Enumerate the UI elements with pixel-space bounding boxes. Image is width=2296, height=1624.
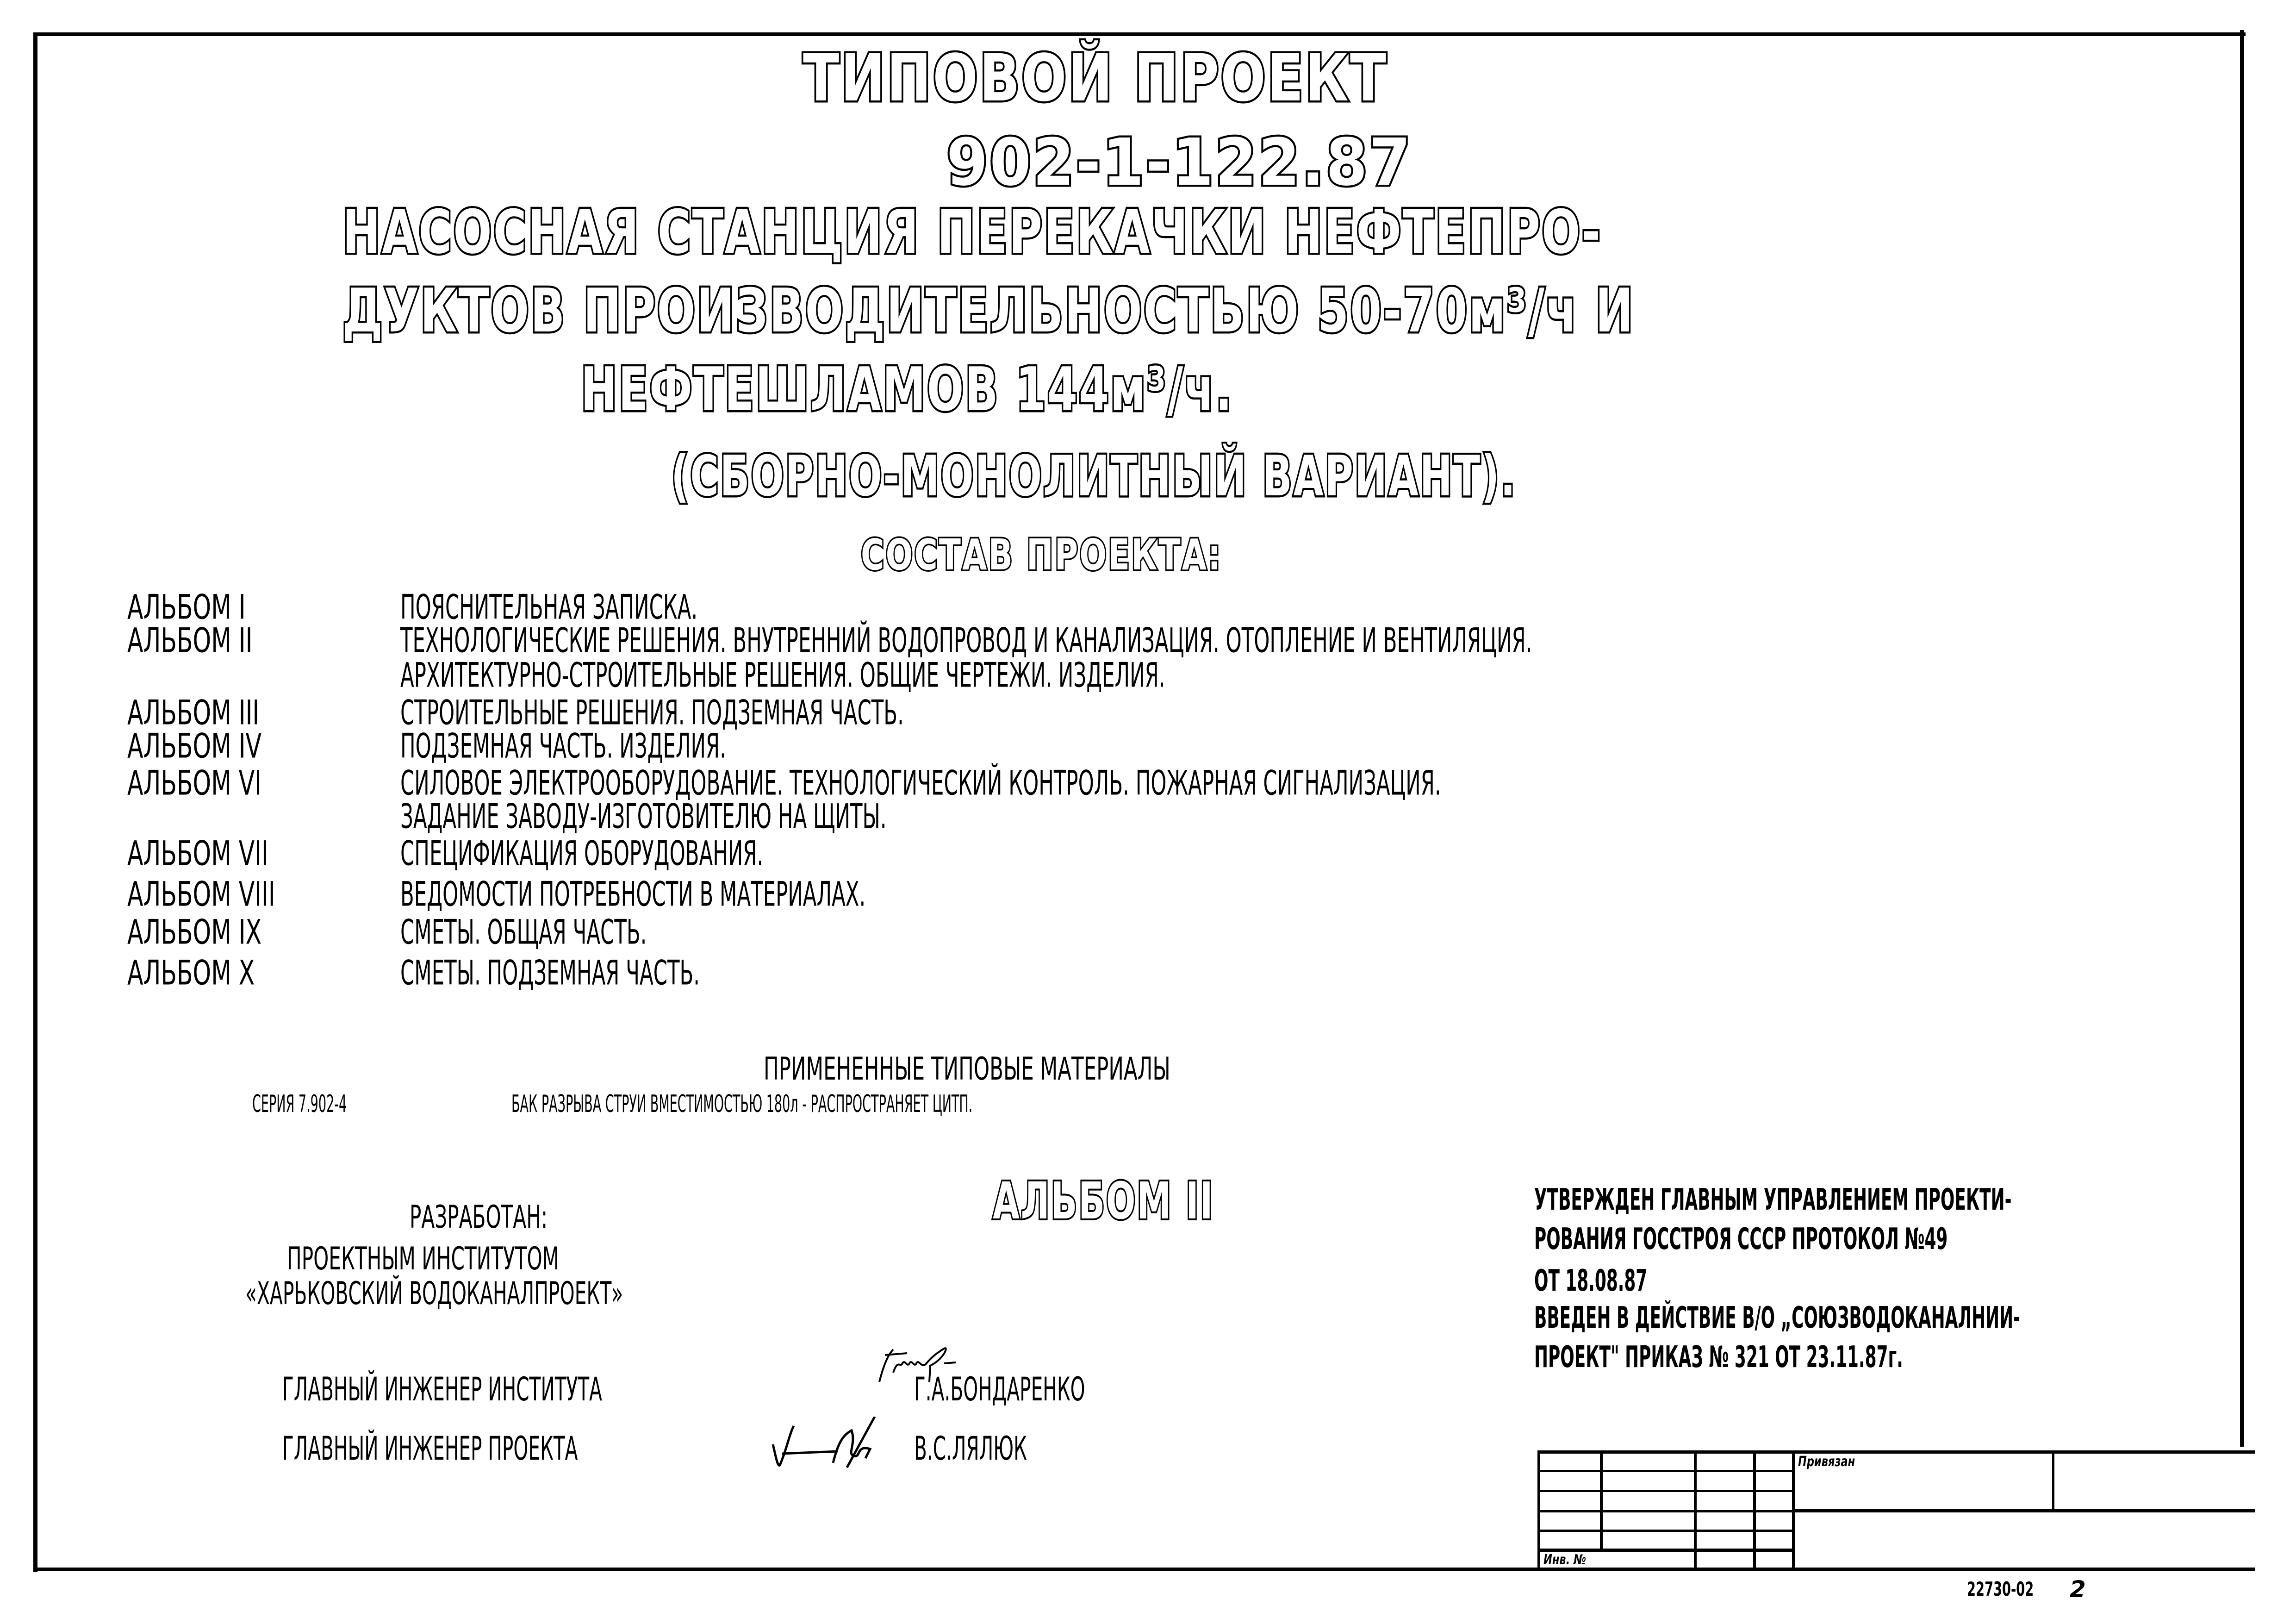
album-description: ВЕДОМОСТИ ПОТРЕБНОСТИ В МАТЕРИАЛАХ. (400, 874, 866, 914)
album-description: СПЕЦИФИКАЦИЯ ОБОРУДОВАНИЯ. (400, 833, 764, 874)
album-description: СМЕТЫ. ОБЩАЯ ЧАСТЬ. (400, 912, 647, 952)
stamp-row-line (1537, 1549, 1794, 1552)
album-label: АЛЬБОМ VIII (127, 874, 275, 914)
approval-line: ВВЕДЕН В ДЕЙСТВИЕ В/О „СОЮЗВОДОКАНАЛНИИ- (1534, 1301, 2020, 1335)
page-number: 2 (2070, 1576, 2086, 1603)
signature-icon (768, 1417, 907, 1472)
album-label: АЛЬБОМ III (127, 693, 260, 733)
album-description: АРХИТЕКТУРНО-СТРОИТЕЛЬНЫЕ РЕШЕНИЯ. ОБЩИЕ ЧЕРТЕЖИ. ИЗДЕЛИЯ. (400, 655, 1165, 695)
album-label: АЛЬБОМ VII (127, 833, 268, 874)
developer-institute-line1: ПРОЕКТНЫМ ИНСТИТУТОМ (287, 1241, 560, 1277)
album-mark: АЛЬБОМ II (993, 1171, 1214, 1230)
approval-line: ПРОЕКТ" ПРИКАЗ № 321 ОТ 23.11.87г. (1534, 1340, 1903, 1374)
frame-border-top (33, 32, 2246, 36)
stamp-inventory-label: Инв. № (1543, 1552, 1587, 1568)
album-description: СМЕТЫ. ПОДЗЕМНАЯ ЧАСТЬ. (400, 953, 700, 993)
chief-engineer-institute-name: Г.А.БОНДАРЕНКО (914, 1370, 1085, 1408)
album-description: СТРОИТЕЛЬНЫЕ РЕШЕНИЯ. ПОДЗЕМНАЯ ЧАСТЬ. (400, 693, 904, 733)
developer-institute-line2: «ХАРЬКОВСКИЙ ВОДОКАНАЛПРОЕКТ» (245, 1275, 623, 1312)
stamp-right-divider (1793, 1509, 2255, 1512)
title-line-4: ДУКТОВ ПРОИЗВОДИТЕЛЬНОСТЬЮ 50-70м³/ч И (342, 275, 1635, 346)
stamp-col-line (1600, 1450, 1603, 1549)
applied-series-description: БАК РАЗРЫВА СТРУИ ВМЕСТИМОСТЬЮ 180л - РАСПРОСТРАНЯЕТ ЦИТП. (511, 1090, 973, 1118)
album-label: АЛЬБОМ IX (127, 912, 262, 952)
album-description: ЗАДАНИЕ ЗАВОДУ-ИЗГОТОВИТЕЛЮ НА ЩИТЫ. (400, 796, 887, 837)
album-description: ПОДЗЕМНАЯ ЧАСТЬ. ИЗДЕЛИЯ. (400, 726, 726, 766)
chief-engineer-project-name: В.С.ЛЯЛЮК (914, 1430, 1027, 1468)
album-description: СИЛОВОЕ ЭЛЕКТРООБОРУДОВАНИЕ. ТЕХНОЛОГИЧЕСКИЙ КОНТРОЛЬ. ПОЖАРНАЯ СИГНАЛИЗАЦИЯ. (400, 763, 1441, 803)
stamp-row-line (1537, 1470, 1794, 1472)
title-line-5: НЕФТЕШЛАМОВ 144м³/ч. (581, 354, 1233, 425)
album-label: АЛЬБОМ VI (127, 763, 262, 803)
frame-border-left (33, 32, 37, 1572)
title-variant: (СБОРНО-МОНОЛИТНЫЙ ВАРИАНТ). (671, 444, 1517, 509)
album-description: ТЕХНОЛОГИЧЕСКИЕ РЕШЕНИЯ. ВНУТРЕННИЙ ВОДОПРОВОД И КАНАЛИЗАЦИЯ. ОТОПЛЕНИЕ И ВЕНТИЛЯЦИЯ. (400, 620, 1532, 661)
title-line-3: НАСОСНАЯ СТАНЦИЯ ПЕРЕКАЧКИ НЕФТЕПРО- (342, 197, 1602, 267)
chief-engineer-project-role: ГЛАВНЫЙ ИНЖЕНЕР ПРОЕКТА (282, 1430, 578, 1468)
applied-series-code: СЕРИЯ 7.902-4 (252, 1090, 347, 1118)
stamp-row-line (1537, 1530, 1794, 1532)
composition-heading: СОСТАВ ПРОЕКТА: (861, 530, 1222, 580)
developed-by-label: РАЗРАБОТАН: (410, 1199, 548, 1236)
stamp-row-line (1537, 1510, 1794, 1512)
stamp-bound-label: Привязан (1798, 1454, 1855, 1470)
project-number: 902-1-122.87 (946, 125, 1412, 200)
stamp-border-top (1537, 1450, 2255, 1454)
approval-line: РОВАНИЯ ГОССТРОЯ СССР ПРОТОКОЛ №49 (1534, 1222, 1948, 1256)
approval-line: УТВЕРЖДЕН ГЛАВНЫМ УПРАВЛЕНИЕМ ПРОЕКТИ- (1534, 1183, 2012, 1217)
applied-materials-heading: ПРИМЕНЕННЫЕ ТИПОВЫЕ МАТЕРИАЛЫ (764, 1051, 1170, 1087)
frame-border-right (2240, 30, 2244, 1447)
approval-line: ОТ 18.08.87 (1534, 1264, 1648, 1298)
album-label: АЛЬБОМ I (127, 587, 246, 627)
frame-border-bottom (33, 1568, 2255, 1571)
stamp-row-line (1537, 1490, 1794, 1492)
stamp-right-col-line (2052, 1450, 2054, 1511)
chief-engineer-institute-role: ГЛАВНЫЙ ИНЖЕНЕР ИНСТИТУТА (282, 1370, 602, 1408)
document-number: 22730-02 (1967, 1578, 2034, 1600)
album-description: ПОЯСНИТЕЛЬНАЯ ЗАПИСКА. (400, 587, 698, 627)
album-label: АЛЬБОМ X (127, 953, 255, 993)
title-typical-project: ТИПОВОЙ ПРОЕКТ (803, 41, 1388, 116)
album-label: АЛЬБОМ II (127, 620, 253, 661)
album-label: АЛЬБОМ IV (127, 726, 262, 766)
